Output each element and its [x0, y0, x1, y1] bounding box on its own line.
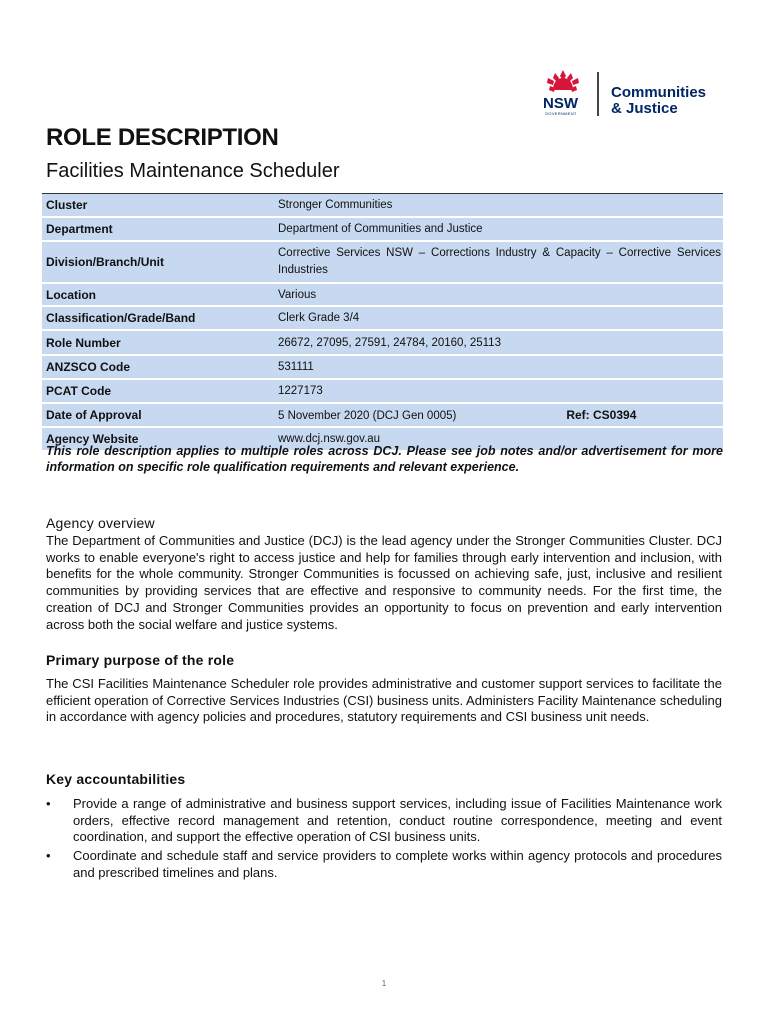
list-item-text: Coordinate and schedule staff and service providers to complete works within agency protocols and procedures and prescribed timelines and plans. [73, 848, 722, 880]
table-row [42, 218, 723, 242]
list-item [46, 796, 722, 846]
reference-code: Ref: CS0394 [566, 408, 637, 422]
row-label: PCAT Code [46, 384, 112, 398]
row-value: 26672, 27095, 27591, 24784, 20160, 25113 [278, 336, 501, 349]
key-accountabilities-heading: Key accountabilities [46, 771, 186, 787]
bullet-icon: • [46, 796, 51, 811]
table-row [42, 307, 723, 331]
bullet-icon: • [46, 848, 51, 864]
table-row [42, 356, 723, 380]
row-label: Date of Approval [46, 408, 142, 422]
table-row [42, 194, 723, 218]
approval-date: 5 November 2020 (DCJ Gen 0005) [278, 410, 457, 422]
page-number: 1 [381, 979, 387, 988]
logo-org-line1: Communities [611, 84, 707, 101]
row-label: Department [46, 222, 113, 236]
row-value: Stronger Communities [278, 199, 393, 211]
agency-overview-heading: Agency overview [46, 515, 155, 531]
table-row [42, 284, 723, 307]
page-title: ROLE DESCRIPTION [46, 124, 279, 151]
role-note: This role description applies to multiple roles across DCJ. Please see job notes and/or advertisement for more information on specific role qualification requirements and relevant experience. [46, 444, 723, 474]
logo-divider [597, 72, 599, 116]
list-item [46, 848, 722, 881]
logo-org-line2: & Justice [611, 100, 678, 117]
row-label: Classification/Grade/Band [46, 311, 196, 325]
row-label: Agency Website [46, 432, 139, 446]
row-value: 531111 [278, 361, 314, 373]
row-label: Division/Branch/Unit [46, 255, 165, 269]
row-label: Cluster [46, 198, 88, 212]
nsw-communities-justice-logo [540, 68, 720, 120]
logo-nsw-text: NSW [543, 95, 578, 112]
row-label: ANZSCO Code [46, 360, 130, 374]
primary-purpose-text: The CSI Facilities Maintenance Scheduler role provides administrative and customer support services to facilitate the efficient operation of Corrective Services Industries (CSI) business units. Administers Facility Maintenance scheduling in accordance with agency policies and procedures, statutory requirements and CSI business unit needs. [46, 676, 722, 725]
table-row [42, 404, 723, 428]
row-label: Role Number [46, 335, 121, 350]
waratah-flower-icon [540, 68, 586, 98]
list-item-text: Provide a range of administrative and business support services, including issue of Facilities Maintenance work orders, effective record management and retention, conduct routine correspondence, meeting and event coordination, and support the effective operation of CSI business units. [73, 796, 722, 845]
primary-purpose-heading: Primary purpose of the role [46, 652, 235, 668]
row-value: Department of Communities and Justice [278, 223, 483, 235]
role-title: Facilities Maintenance Scheduler [46, 160, 340, 182]
key-accountabilities-list [46, 796, 722, 884]
row-value: Clerk Grade 3/4 [278, 312, 360, 324]
agency-overview-text: The Department of Communities and Justice (DCJ) is the lead agency under the Stronger Communities Cluster. DCJ works to enable everyone's right to access justice and help for families through early intervention and inclusion, with benefits for the whole community. Stronger Communities is focussed on achieving safe, just, inclusive and resilient communities by providing services that are effective and responsive to community needs. For the first time, the creation of DCJ and Stronger Communities provides an opportunity to focus on prevention and early intervention across both the social welfare and justice systems. [46, 533, 722, 632]
agency-website-link[interactable]: www.dcj.nsw.gov.au [278, 433, 381, 445]
row-value: Various [278, 288, 317, 301]
logo-government-text: GOVERNMENT [545, 111, 577, 116]
row-value: Corrective Services NSW – Corrections Industry & Capacity – Corrective Services Industries [278, 247, 721, 276]
row-value: 1227173 [278, 385, 323, 397]
row-value [278, 408, 723, 422]
table-row [42, 331, 723, 356]
table-row [42, 380, 723, 404]
role-info-table [42, 193, 723, 452]
row-label: Location [46, 287, 96, 302]
table-row [42, 242, 723, 284]
